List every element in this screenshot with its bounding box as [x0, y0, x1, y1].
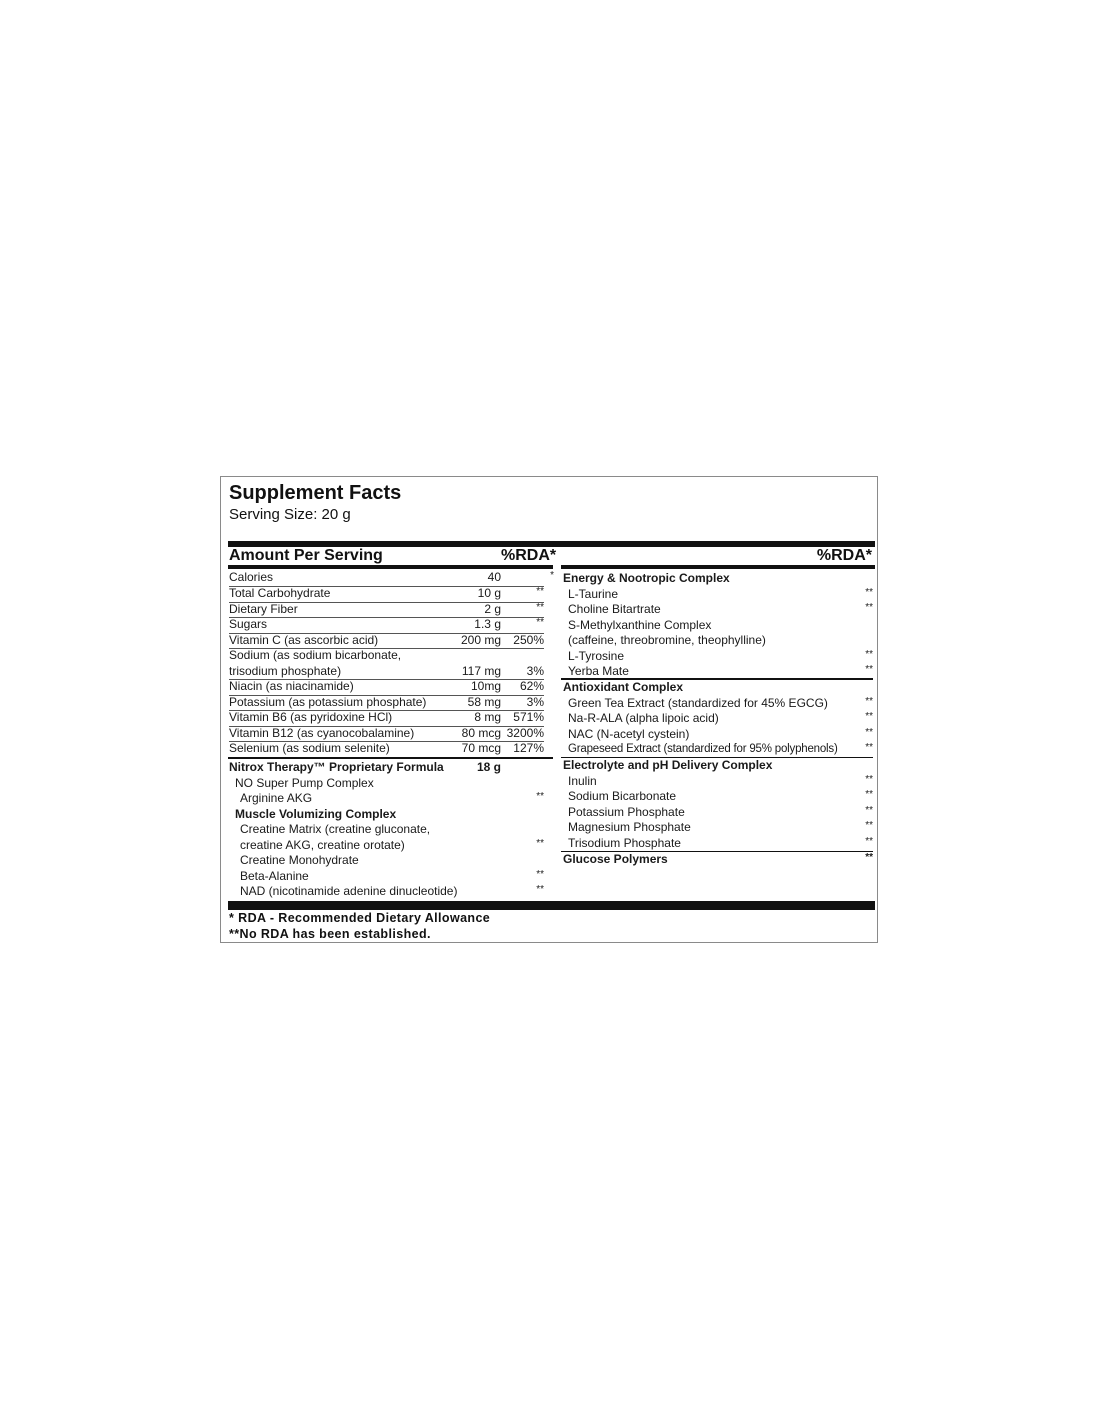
nutrient-rda: **: [536, 601, 544, 613]
proprietary-item: [229, 822, 544, 838]
ingredient-label: NAC (N-acetyl cystein): [568, 726, 690, 741]
complex-heading-label: Energy & Nootropic Complex: [563, 571, 730, 585]
ingredient-label: Choline Bitartrate: [568, 602, 661, 616]
nutrient-rda: 62%: [519, 679, 544, 693]
nutrient-amount: 10 g: [477, 586, 501, 600]
nutrient-label: Total Carbohydrate: [229, 586, 331, 600]
ingredient-rda: **: [865, 726, 873, 738]
rda-header-left: %RDA*: [501, 547, 557, 564]
complex-heading-energy: [561, 571, 873, 587]
proprietary-item-label: NAD (nicotinamide adenine dinucleotide): [240, 884, 458, 898]
proprietary-item-rda: **: [536, 884, 544, 895]
ingredient-row: [561, 696, 873, 712]
nutrient-label: Vitamin C (as ascorbic acid): [229, 632, 379, 647]
panel-title: Supplement Facts: [229, 482, 402, 504]
ingredient-rda: **: [865, 773, 873, 785]
ingredient-label: Inulin: [568, 773, 597, 788]
nutrient-rda: *: [550, 570, 554, 581]
footnote-rda: * RDA - Recommended Dietary Allowance: [229, 911, 491, 925]
ingredient-label: Potassium Phosphate: [568, 804, 685, 819]
ingredient-row: [561, 836, 873, 852]
ingredient-rda: **: [865, 789, 873, 800]
nutrient-amount: 10mg: [470, 679, 501, 693]
ingredient-rda: **: [865, 742, 873, 753]
complex-heading-glucose: [561, 852, 873, 868]
supplement-facts-panel: [220, 476, 878, 943]
nutrient-row-total-carbohydrate: [229, 586, 544, 603]
ingredient-label: Na-R-ALA (alpha lipoic acid): [568, 711, 719, 725]
ingredient-label: S-Methylxanthine Complex: [568, 617, 712, 632]
nutrient-label: Vitamin B6 (as pyridoxine HCl): [229, 710, 393, 724]
ingredient-row: [561, 711, 873, 727]
complex-heading-label: Antioxidant Complex: [563, 680, 684, 694]
nutrient-row-sodium-line2: [229, 664, 544, 681]
proprietary-item-label: Creatine Monohydrate: [240, 853, 359, 867]
proprietary-rule: [228, 757, 553, 759]
proprietary-item: [229, 807, 544, 823]
ingredient-row: [561, 633, 873, 649]
proprietary-amount: 18 g: [477, 760, 502, 774]
ingredient-label: Sodium Bicarbonate: [568, 789, 677, 803]
proprietary-label: Nitrox Therapy™ Proprietary Formula: [229, 760, 444, 774]
ingredient-row: [561, 820, 873, 836]
nutrient-amount: 8 mg: [474, 710, 501, 724]
nutrient-row-selenium: [229, 741, 544, 757]
ingredient-rda: **: [865, 695, 873, 707]
nutrient-amount: 1.3 g: [474, 617, 501, 631]
nutrient-row-vitamin-b12: [229, 726, 544, 743]
ingredient-rda: **: [865, 586, 873, 598]
proprietary-item-rda: **: [536, 837, 544, 849]
nutrient-row-calories: [229, 570, 554, 587]
proprietary-item-label: creatine AKG, creatine orotate): [240, 837, 405, 852]
proprietary-item: [229, 853, 544, 869]
nutrient-row-sodium-line1: [229, 648, 544, 664]
ingredient-rda: **: [865, 711, 873, 722]
proprietary-item-label: Arginine AKG: [240, 791, 313, 805]
ingredient-rda: **: [865, 852, 873, 863]
ingredient-label: L-Tyrosine: [568, 648, 625, 663]
proprietary-item-label: NO Super Pump Complex: [235, 775, 374, 790]
bottom-rule: [228, 901, 875, 910]
nutrient-amount: 117 mg: [461, 663, 501, 678]
nutrient-rda: 127%: [513, 741, 544, 755]
ingredient-label: (caffeine, threobromine, theophylline): [568, 633, 766, 647]
ingredient-rda: **: [865, 602, 873, 613]
ingredient-row: [561, 602, 873, 618]
nutrient-amount: 70 mcg: [461, 741, 501, 755]
nutrient-rda: **: [536, 617, 544, 628]
ingredient-row: [561, 742, 873, 758]
ingredient-row: [561, 805, 873, 821]
ingredient-rda: **: [865, 835, 873, 847]
nutrient-row-niacin: [229, 679, 544, 696]
ingredient-rda: **: [865, 804, 873, 816]
ingredient-label: Magnesium Phosphate: [568, 820, 691, 834]
nutrient-amount: 40: [487, 570, 501, 584]
ingredient-row: [561, 618, 873, 634]
nutrient-label: Potassium (as potassium phosphate): [229, 694, 427, 709]
proprietary-formula-row: [229, 760, 544, 776]
ingredient-rda: **: [865, 820, 873, 831]
ingredient-label: Green Tea Extract (standardized for 45% EGCG): [568, 695, 828, 710]
nutrient-label: Niacin (as niacinamide): [229, 679, 354, 693]
nutrient-label: trisodium phosphate): [229, 663, 342, 678]
proprietary-item: [229, 869, 544, 885]
nutrient-label: Sodium (as sodium bicarbonate,: [229, 648, 402, 662]
complex-heading-label: Electrolyte and pH Delivery Complex: [563, 758, 773, 772]
nutrient-rda: 3200%: [506, 725, 544, 740]
serving-size: Serving Size: 20 g: [229, 506, 351, 523]
proprietary-item-label: Creatine Matrix (creatine gluconate,: [240, 822, 431, 836]
nutrient-row-dietary-fiber: [229, 602, 544, 619]
complex-heading-electrolyte: [561, 758, 873, 774]
ingredient-label: Trisodium Phosphate: [568, 835, 681, 850]
nutrient-row-vitamin-b6: [229, 710, 544, 727]
nutrient-label: Dietary Fiber: [229, 601, 298, 616]
complex-heading-antioxidant: [561, 680, 873, 696]
ingredient-row: [561, 789, 873, 805]
proprietary-item-rda: **: [536, 791, 544, 802]
proprietary-item: [229, 791, 544, 807]
rda-header-right: %RDA*: [816, 547, 872, 564]
ingredient-row: [561, 649, 873, 665]
proprietary-item: [229, 884, 544, 900]
footnote-no-rda: **No RDA has been established.: [229, 927, 431, 941]
ingredient-label: Grapeseed Extract (standardized for 95% polyphenols): [568, 743, 838, 755]
nutrient-rda: 3%: [526, 694, 544, 709]
nutrient-amount: 2 g: [484, 601, 501, 616]
proprietary-item-label: Beta-Alanine: [240, 868, 309, 883]
ingredient-rda: **: [865, 648, 873, 660]
nutrient-amount: 80 mcg: [461, 725, 501, 740]
nutrient-rda: 3%: [526, 663, 544, 678]
header-rule-right: [561, 565, 875, 569]
nutrient-label: Sugars: [229, 617, 268, 631]
proprietary-item: [229, 776, 544, 792]
nutrient-rda: 571%: [513, 710, 544, 724]
ingredient-row: [561, 587, 873, 603]
nutrient-label: Calories: [229, 570, 274, 584]
ingredient-label: L-Taurine: [568, 586, 619, 601]
complex-heading-label: Glucose Polymers: [563, 852, 668, 866]
nutrient-row-vitamin-c: [229, 633, 544, 650]
nutrient-row-sugars: [229, 617, 544, 634]
ingredient-row: [561, 727, 873, 743]
nutrient-row-potassium: [229, 695, 544, 712]
ingredient-rda: **: [865, 664, 873, 675]
header-rule-left: [228, 565, 553, 569]
nutrient-label: Vitamin B12 (as cyanocobalamine): [229, 725, 415, 740]
ingredient-label: Yerba Mate: [568, 664, 629, 678]
proprietary-item-rda: **: [536, 868, 544, 880]
proprietary-item-label: Muscle Volumizing Complex: [235, 806, 397, 821]
ingredient-row: [561, 774, 873, 790]
nutrient-label: Selenium (as sodium selenite): [229, 741, 390, 755]
nutrient-amount: 58 mg: [467, 694, 501, 709]
nutrient-amount: 200 mg: [460, 632, 501, 647]
amount-per-serving-header: Amount Per Serving: [229, 547, 383, 564]
nutrient-rda: **: [536, 586, 544, 597]
proprietary-item: [229, 838, 544, 854]
nutrient-rda: 250%: [513, 632, 544, 647]
